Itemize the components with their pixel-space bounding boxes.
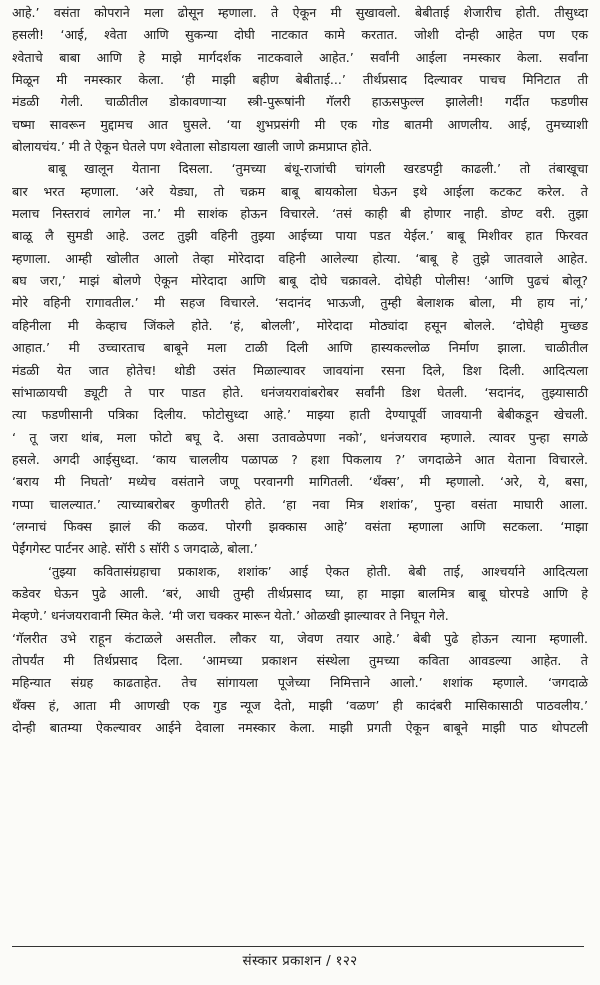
page-footer: संस्कार प्रकाशन / १२२ — [242, 953, 358, 969]
text-line: मलाच निस्तरावं लागेल ना.’ मी साशंक होऊन विचारले. ‘तसं काही बी होणार नाही. डोण्ट वरी. तुझा — [12, 206, 588, 222]
text-line: आहात.’ मी उच्चारताच बाबूने मला टाळी दिली आणि हास्यकल्लोळ निर्माण झाला. चाळीतील — [12, 340, 588, 356]
text-line: महिन्यात संग्रह काढताहेत. तेच सांगायला पूजेच्या निमित्ताने आलो.’ शशांक म्हणाले. ‘जगदाळे — [12, 675, 588, 691]
text-line: ‘गॅलरीत उभे राहून कंटाळले असतील. लौकर या, जेवण तयार आहे.’ बेबी पुढे होऊन त्याना म्हणाली. — [12, 630, 588, 646]
footer-rule — [12, 946, 584, 947]
text-line: तोपर्यंत मी तिर्थप्रसाद दिला. ‘आमच्या प्रकाशन संस्थेला तुमच्या कविता आवडल्या आहेत. ते — [12, 652, 588, 668]
text-line: थँक्स हं, आता मी आणखी एक गुड न्यूज देतो, माझी ‘वळण’ ही कादंबरी मासिकासाठी पाठवलीय.’ — [12, 697, 588, 713]
text-line: श्वेताचे बाबा आणि हे माझे मार्गदर्शक नाटकवाले आहेत.’ सर्वांनी आईला नमस्कार केला. सर्वांना — [12, 49, 588, 65]
text-line: मिळून मी नमस्कार केला. ‘ही माझी बहीण बेबीताई...’ तीर्थप्रसाद दिल्यावर पाचच मिनिटात ती — [12, 72, 588, 88]
text-line: दोन्ही बातम्या ऐकल्यावर आईने देवाला नमस्कार केला. माझी प्रगती ऐकून बाबूने माझी पाठ थोपटली — [12, 720, 588, 735]
text-line: हसले. अगदी आईसुध्दा. ‘काय चाललीय पळापळ ? हशा पिकलाय ?’ जगदाळेने आत येताना विचारले. — [12, 451, 588, 467]
body-text — [12, 2, 588, 739]
text-line: त्या फडणीसानी पत्रिका दिलीय. फोटोसुध्दा आहे.’ माझ्या हाती देण्यापूर्वी जावयानी बेबीकडून खेचली. — [12, 407, 588, 423]
text-line: बघ जरा,’ माझं बोलणे ऐकून मोरेदादा आणि बाबू दोघे चक्रावले. दोघेही पोलीस! ‘आणि पुढचं बोलू? — [12, 273, 588, 289]
text-line: ‘ तू जरा थांब, मला फोटो बघू दे. असा उतावळेपणा नको’, धनंजयराव म्हणाले. त्यावर पुन्हा सगळे — [12, 429, 588, 445]
text-line: हसली! ‘आई, श्वेता आणि सुकन्या दोघी नाटकात कामे करतात. जोशी दोन्ही आहेत पण एक — [12, 27, 588, 43]
text-line: पेईंगगेस्ट पार्टनर आहे. सॉरी ऽ सॉरी ऽ जगदाळे, बोला.’ — [12, 541, 258, 557]
text-line: कडेवर घेऊन पुढे आली. ‘बरं, आधी तुम्ही तीर्थप्रसाद घ्या, हा माझा बालमित्र बाबू घोरपडे आणि हे — [12, 585, 588, 601]
text-line: वहिनीला मी केव्हाच जिंकले होते. ‘हं, बोलली’, मोरेदादा मोठ्यांदा हसून बोलले. ‘दोघेही मुच्छड — [12, 317, 588, 333]
text-line: सांभाळायची ड्यूटी ते पार पाडत होते. धनंजयरावांबरोबर सर्वांनी डिश घेतली. ‘सदानंद, तुझ्यासाठी — [12, 384, 588, 400]
text-line: मंडळी गेली. चाळीतील डोकावणाऱ्या स्त्री-पुरूषांनी गॅलरी हाऊसफुल्ल झालेली! गर्दीत फडणीस — [12, 94, 588, 110]
text-line: चष्मा सावरून मुद्दामच आत घुसले. ‘या शुभप्रसंगी मी एक गोड बातमी आणलीय. आई, तुमच्याशी — [12, 116, 588, 132]
text-line: मोरे वहिनी रागावतील.’ मी सहज विचारले. ‘सदानंद भाऊजी, तुम्ही बेलाशक बोला, मी हाय नां,’ — [12, 295, 588, 311]
text-line: ‘तुझ्या कवितासंग्रहाचा प्रकाशक, शशांक’ आई ऐकत होती. बेबी ताई, आश्चर्याने आदित्यला — [48, 563, 588, 579]
text-line: ‘बराय मी निघतो’ मध्येच वसंताने जणू परवानगी मागितली. ‘थँक्स’, मी म्हणालो. ‘अरे, ये, बसा, — [12, 474, 588, 490]
text-line: म्हणाला. आम्ही खोलीत आलो तेव्हा मोरेदादा वहिनी आलेल्या होत्या. ‘बाबू हे तुझे जातवाले आहेत. — [12, 250, 588, 266]
text-line: बोलायचंय.’ मी ते ऐकून घेतले पण श्वेताला सोडायला खाली जाणे क्रमप्राप्त होते. — [12, 139, 373, 155]
text-line: बाबू खालून येताना दिसला. ‘तुमच्या बंधू-राजांची चांगली खरडपट्टी काढली.’ तो तंबाखूचा — [48, 161, 588, 177]
text-line: गप्पा चालल्यात.’ त्याच्याबरोबर कुणीतरी होते. ‘हा नवा मित्र शशांक’, पुन्हा वसंता माघारी आला. — [12, 496, 588, 512]
text-line: आहे.’ वसंता कोपराने मला ढोसून म्हणाला. ते ऐकून मी सुखावलो. बेबीताई शेजारीच होती. तीसुध्दा — [12, 5, 588, 20]
text-line: मेव्हणे.’ धनंजयरावानी स्मित केले. ‘मी जरा चक्कर मारून येतो.’ ओळखी झाल्यावर ते निघून गेले. — [12, 608, 449, 624]
text-line: बार भरत म्हणाला. ‘अरे येड्या, तो चक्रम बाबू बायकोला घेऊन इथे आईला कटकट करेल. ते — [12, 183, 588, 199]
text-line: ‘लग्नाचं फिक्स झालं की कळव. पोरगी झक्कास आहे’ वसंता म्हणाला आणि सटकला. ‘माझा — [12, 518, 588, 534]
text-line: मंडळी येत जात होतेच! थोडी उसंत मिळाल्यावर जावयांना रसना दिले, डिश दिली. आदित्यला — [12, 362, 588, 378]
text-line: बाळू लै सुमडी आहे. उलट तुझी वहिनी तुझ्या आईच्या पाया पडत येईल.’ बाबू मिशीवर हात फिरवत — [12, 228, 588, 244]
